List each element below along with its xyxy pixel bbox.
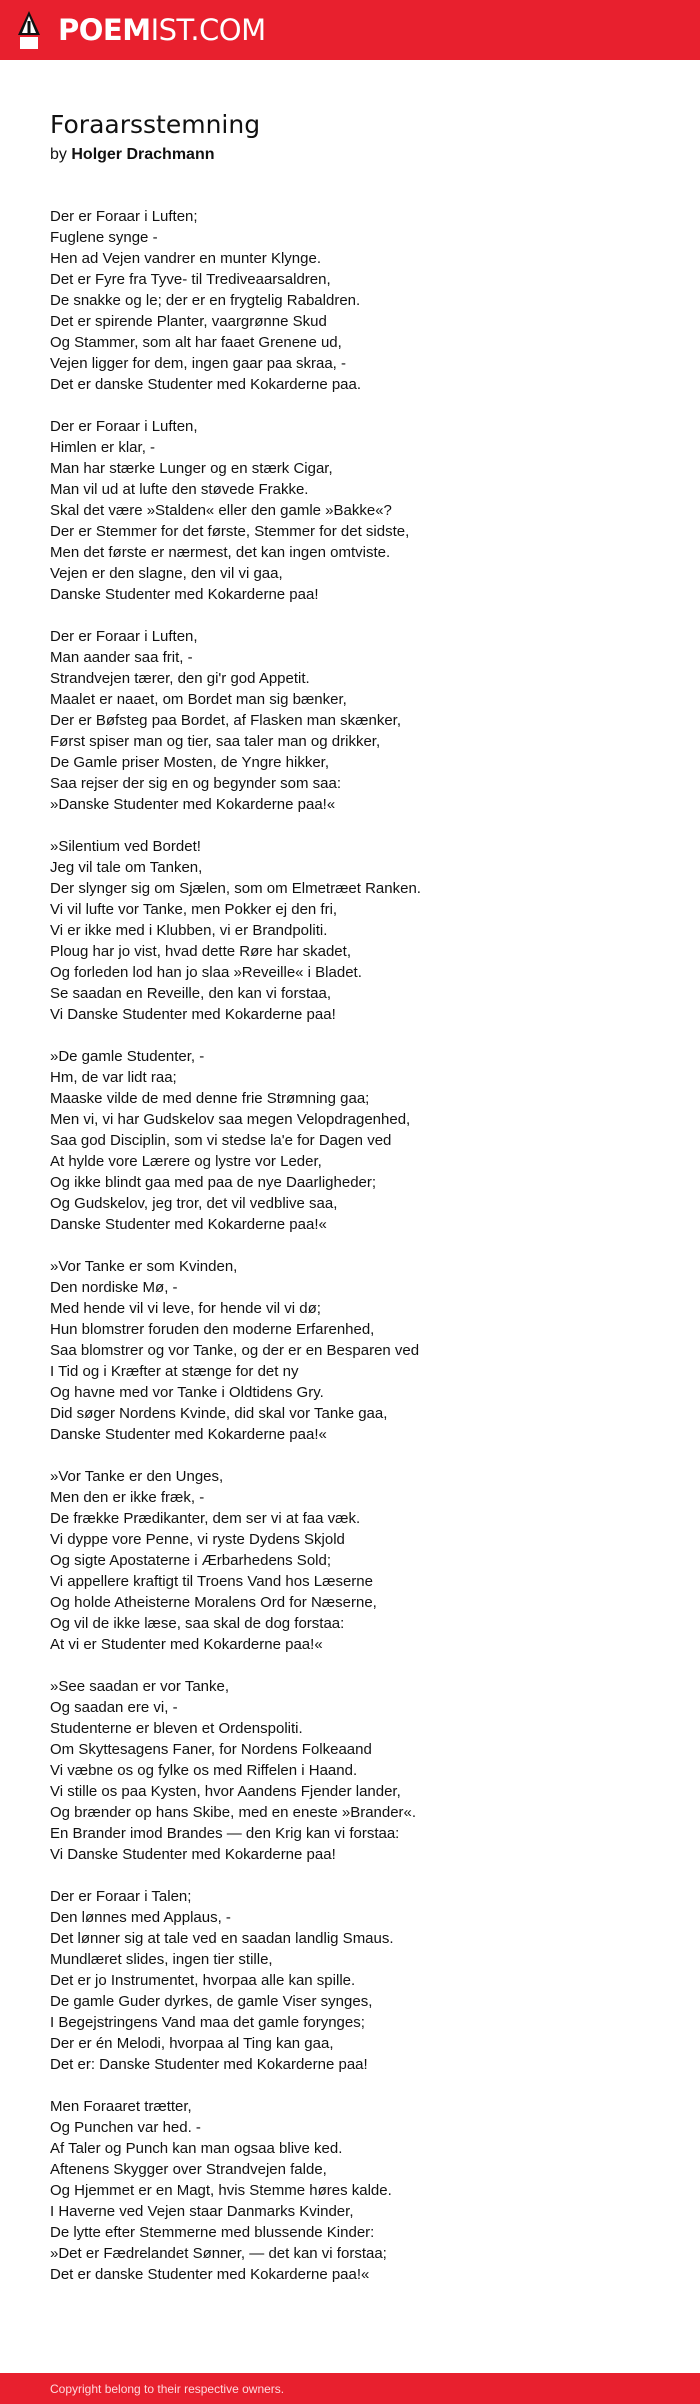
poem-line: De Gamle priser Mosten, de Yngre hikker, (50, 754, 330, 771)
poem-stanza (50, 1046, 670, 1235)
poem-line: Det er spirende Planter, vaargrønne Skud (50, 313, 327, 330)
poem-line: Danske Studenter med Kokarderne paa! (50, 586, 319, 603)
poem-line: Det er Fyre fra Tyve- til Trediveaarsaldren, (50, 271, 331, 288)
logo-text-light: IST.COM (150, 13, 266, 47)
poem-line: Vi Danske Studenter med Kokarderne paa! (50, 1846, 336, 1863)
poem-line: Maalet er naaet, om Bordet man sig bænker, (50, 691, 347, 708)
poem-line: Og saadan ere vi, - (50, 1699, 178, 1716)
poem-line: Ploug har jo vist, hvad dette Røre har skadet, (50, 943, 351, 960)
author-link[interactable]: Holger Drachmann (71, 146, 215, 163)
poem-line: Aftenens Skygger over Strandvejen falde, (50, 2161, 327, 2178)
poem-stanza (50, 1676, 670, 1865)
poem-line: Det er: Danske Studenter med Kokarderne paa! (50, 2056, 368, 2073)
poem-line: »Vor Tanke er den Unges, (50, 1468, 224, 1485)
logo-wordmark (58, 13, 266, 47)
poem-line: Hen ad Vejen vandrer en munter Klynge. (50, 250, 322, 267)
poem-line: »De gamle Studenter, - (50, 1048, 205, 1065)
poem-line: Om Skyttesagens Faner, for Nordens Folkeaand (50, 1741, 372, 1758)
poem-line: Der er Foraar i Luften, (50, 628, 198, 645)
pen-nib-icon (18, 11, 40, 49)
copyright-text: Copyright belong to their respective owners. (50, 2381, 285, 2396)
poem-line: Og Gudskelov, jeg tror, det vil vedblive saa, (50, 1195, 338, 1212)
poem-line: Der er Stemmer for det første, Stemmer for det sidste, (50, 523, 410, 540)
site-header (0, 0, 700, 60)
poem-line: Det lønner sig at tale ved en saadan landlig Smaus. (50, 1930, 394, 1947)
poem-line: Den nordiske Mø, - (50, 1279, 178, 1296)
byline (50, 144, 670, 166)
poem-line: At vi er Studenter med Kokarderne paa!« (50, 1636, 323, 1653)
poem-line: Den lønnes med Applaus, - (50, 1909, 231, 1926)
poem-line: Strandvejen tærer, den gi'r god Appetit. (50, 670, 310, 687)
poem-stanza (50, 626, 670, 815)
poem-line: Og brænder op hans Skibe, med en eneste »Brander«. (50, 1804, 417, 1821)
poem-line: At hylde vore Lærere og lystre vor Leder, (50, 1153, 322, 1170)
poem-line: Skal det være »Stalden« eller den gamle »Bakke«? (50, 502, 392, 519)
poem-line: Saa god Disciplin, som vi stedse la'e for Dagen ved (50, 1132, 392, 1149)
poem-line: Maaske vilde de med denne frie Strømning gaa; (50, 1090, 370, 1107)
poem-line: Studenterne er bleven et Ordenspoliti. (50, 1720, 303, 1737)
poem-line: Og sigte Apostaterne i Ærbarhedens Sold; (50, 1552, 332, 1569)
poem-line: Se saadan en Reveille, den kan vi forstaa, (50, 985, 332, 1002)
poem-stanza (50, 416, 670, 605)
poem-line: Danske Studenter med Kokarderne paa!« (50, 1216, 327, 1233)
poem-line: Men vi, vi har Gudskelov saa megen Velopdragenhed, (50, 1111, 411, 1128)
poem-stanza (50, 836, 670, 1025)
poem-stanza (50, 1466, 670, 1655)
poem-line: Saa rejser der sig en og begynder som saa: (50, 775, 341, 792)
poem-line: Hm, de var lidt raa; (50, 1069, 177, 1086)
poem-line: »See saadan er vor Tanke, (50, 1678, 230, 1695)
poem-line: Jeg vil tale om Tanken, (50, 859, 203, 876)
poem-line: Og ikke blindt gaa med paa de nye Daarligheder; (50, 1174, 377, 1191)
poem-line: Der er Foraar i Talen; (50, 1888, 192, 1905)
poem-title: Foraarsstemning (50, 110, 261, 139)
poem-line: Og havne med vor Tanke i Oldtidens Gry. (50, 1384, 324, 1401)
poem-stanza (50, 2096, 670, 2285)
poem-line: Vejen ligger for dem, ingen gaar paa skraa, - (50, 355, 347, 372)
poem-line: »Silentium ved Bordet! (50, 838, 201, 855)
poem-line: Man har stærke Lunger og en stærk Cigar, (50, 460, 333, 477)
poem-line: Fuglene synge - (50, 229, 158, 246)
poem-line: Det er danske Studenter med Kokarderne paa!« (50, 2266, 370, 2283)
poem-stanza (50, 206, 670, 395)
poem-line: Vejen er den slagne, den vil vi gaa, (50, 565, 283, 582)
poem-line: Men Foraaret trætter, (50, 2098, 192, 2115)
poem-line: Vi Danske Studenter med Kokarderne paa! (50, 1006, 336, 1023)
poem-line: Med hende vil vi leve, for hende vil vi dø; (50, 1300, 321, 1317)
poem-line: Der er Foraar i Luften, (50, 418, 198, 435)
poem-line: Og forleden lod han jo slaa »Reveille« i Bladet. (50, 964, 362, 981)
poem-line: En Brander imod Brandes — den Krig kan vi forstaa: (50, 1825, 400, 1842)
poem-line: De frække Prædikanter, dem ser vi at faa væk. (50, 1510, 361, 1527)
poem-stanza (50, 1256, 670, 1445)
poem-line: Der er én Melodi, hvorpaa al Ting kan gaa, (50, 2035, 334, 2052)
poem-line: De lytte efter Stemmerne med blussende Kinder: (50, 2224, 375, 2241)
poem-line: »Danske Studenter med Kokarderne paa!« (50, 796, 336, 813)
poem-line: Mundlæret slides, ingen tier stille, (50, 1951, 273, 1968)
poem-line: I Haverne ved Vejen staar Danmarks Kvinder, (50, 2203, 354, 2220)
poem-line: Vi væbne os og fylke os med Riffelen i Haand. (50, 1762, 358, 1779)
poem-line: Vi stille os paa Kysten, hvor Aandens Fjender lander, (50, 1783, 401, 1800)
poem-line: Hun blomstrer foruden den moderne Erfarenhed, (50, 1321, 375, 1338)
logo-text-bold: POEM (58, 13, 151, 47)
poem-line: Og Punchen var hed. - (50, 2119, 201, 2136)
site-footer (0, 2373, 700, 2404)
poem-line: I Tid og i Kræfter at stænge for det ny (50, 1363, 299, 1380)
poem-line: De gamle Guder dyrkes, de gamle Viser synges, (50, 1993, 373, 2010)
poem-line: Der er Foraar i Luften; (50, 208, 198, 225)
poem-line: Danske Studenter med Kokarderne paa!« (50, 1426, 327, 1443)
poem-line: Og holde Atheisterne Moralens Ord for Næserne, (50, 1594, 377, 1611)
poem-line: Af Taler og Punch kan man ogsaa blive ked. (50, 2140, 343, 2157)
poem-line: »Vor Tanke er som Kvinden, (50, 1258, 238, 1275)
poem-line: Did søger Nordens Kvinde, did skal vor Tanke gaa, (50, 1405, 388, 1422)
poem-line: Og Hjemmet er en Magt, hvis Stemme høres kalde. (50, 2182, 392, 2199)
poem-line: Der er Bøfsteg paa Bordet, af Flasken man skænker, (50, 712, 401, 729)
poem-line: »Det er Fædrelandet Sønner, — det kan vi forstaa; (50, 2245, 387, 2262)
poem-line: Men den er ikke fræk, - (50, 1489, 205, 1506)
poem-line: Man vil ud at lufte den støvede Frakke. (50, 481, 309, 498)
site-logo[interactable] (18, 11, 266, 49)
poem-line: Vi er ikke med i Klubben, vi er Brandpoliti. (50, 922, 328, 939)
poem-line: Himlen er klar, - (50, 439, 156, 456)
byline-prefix: by (50, 146, 67, 163)
poem-line: Og vil de ikke læse, saa skal de dog forstaa: (50, 1615, 345, 1632)
poem-line: Vi appellere kraftigt til Troens Vand hos Læserne (50, 1573, 373, 1590)
poem-line: Saa blomstrer og vor Tanke, og der er en Besparen ved (50, 1342, 420, 1359)
poem-line: Det er jo Instrumentet, hvorpaa alle kan spille. (50, 1972, 356, 1989)
poem-body (50, 206, 670, 2285)
poem-line: Man aander saa frit, - (50, 649, 193, 666)
poem-line: Først spiser man og tier, saa taler man og drikker, (50, 733, 381, 750)
poem-line: I Begejstringens Vand maa det gamle forynges; (50, 2014, 365, 2031)
poem-line: De snakke og le; der er en frygtelig Rabaldren. (50, 292, 361, 309)
poem-line: Der slynger sig om Sjælen, som om Elmetræet Ranken. (50, 880, 421, 897)
poem-line: Og Stammer, som alt har faaet Grenene ud, (50, 334, 342, 351)
poem-content (50, 108, 670, 2306)
poem-line: Men det første er nærmest, det kan ingen omtviste. (50, 544, 391, 561)
poem-line: Vi dyppe vore Penne, vi ryste Dydens Skjold (50, 1531, 345, 1548)
poem-line: Vi vil lufte vor Tanke, men Pokker ej den fri, (50, 901, 338, 918)
poem-line: Det er danske Studenter med Kokarderne paa. (50, 376, 362, 393)
poem-stanza (50, 1886, 670, 2075)
